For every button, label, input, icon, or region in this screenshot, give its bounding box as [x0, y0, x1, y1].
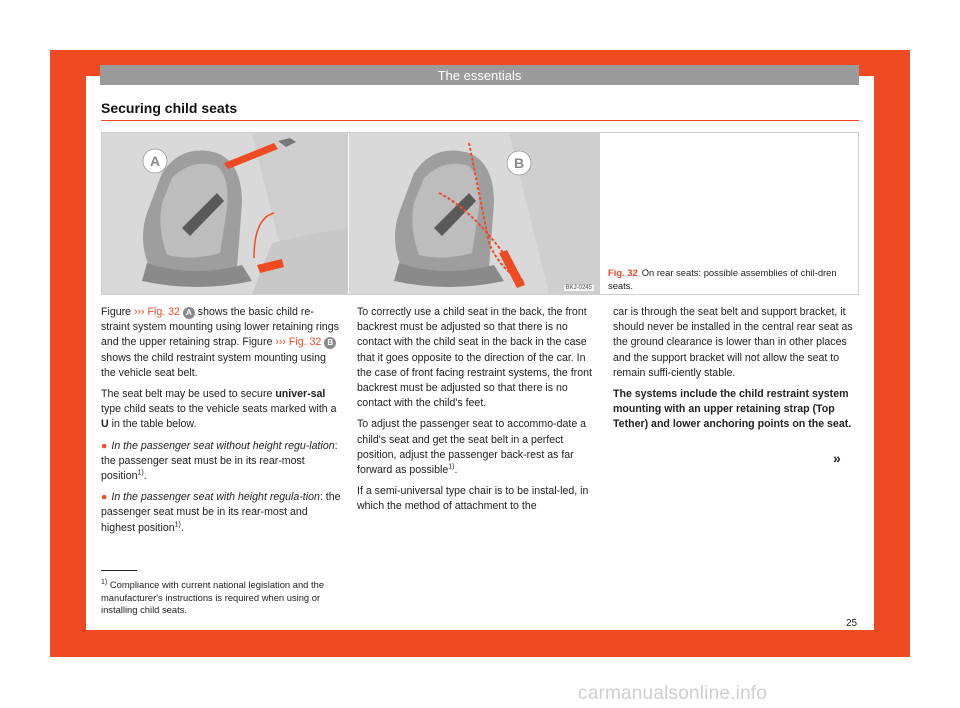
paragraph: [101, 305, 341, 381]
text: .: [180, 521, 184, 534]
paragraph: If a semi-universal type chair is to be instal-led, in which the method of attachment to the: [357, 485, 589, 513]
text: : the passenger seat must be in its rear-most position: [101, 439, 338, 483]
text: in the table below.: [108, 418, 197, 431]
child-seat-isofix-illustration: [102, 133, 348, 294]
link-arrows: ›››: [133, 306, 145, 318]
callout-badge: B: [324, 337, 336, 349]
child-seat-belt-illustration: [349, 133, 600, 294]
text: To adjust the passenger seat to accommo-date a child's seat and get the seat belt in a perfect position, adjust the passenger back-rest as far forward as possible: [357, 418, 587, 477]
paragraph: To correctly use a child seat in the back, the front backrest must be adjusted so that there is no contact with the child seat in the back in the case that it goes opposite to the direction of the car. In the case of front facing restraint systems, the front backrest must be adjusted so that there is no contact with the child's feet.: [357, 306, 592, 410]
watermark: carmanualsonline.info: [578, 683, 768, 704]
bullet-icon: ●: [101, 439, 108, 452]
page-number: 25: [846, 618, 858, 629]
link-text: Fig. 32: [285, 336, 325, 349]
footnote: [101, 579, 341, 617]
link-text: Fig. 32: [144, 306, 183, 318]
caption-text: On rear seats: possible assemblies of chil-dren seats.: [608, 267, 837, 291]
text-column-1: [101, 305, 341, 542]
section-divider: [101, 120, 859, 121]
figure-link[interactable]: [275, 336, 324, 348]
text: shows the child restraint system mounting using the vehicle seat belt.: [101, 351, 326, 379]
paragraph: [101, 387, 341, 433]
bullet-heading: In the passenger seat without height regu-lation: [111, 439, 335, 452]
figure-panel-a: [102, 133, 348, 294]
paragraph-bold: The systems include the child restraint system mounting with an upper retaining strap (Top Tether) and lower anchoring points on the seat.: [613, 388, 852, 431]
footnote-text: Compliance with current national legislation and the manufacturer's instructions is required when using or installing child seats.: [101, 579, 325, 615]
figure-panel-b: [349, 133, 600, 294]
chapter-title: The essentials: [437, 67, 522, 83]
footnote-marker: 1): [101, 578, 108, 586]
footnote-divider: [101, 570, 137, 571]
panel-a-label: A: [149, 153, 161, 169]
section-title: Securing child seats: [101, 100, 238, 116]
continue-arrow-icon: »: [833, 450, 841, 466]
callout-badge: A: [183, 307, 195, 319]
text: The seat belt may be used to secure: [101, 388, 276, 401]
text-column-3: [613, 305, 859, 439]
text-column-2: [357, 305, 600, 521]
bullet-item: [101, 439, 341, 485]
text: : the passenger seat must be in its rear-most and highest position: [101, 491, 341, 534]
figure-link[interactable]: [134, 306, 183, 318]
link-arrows: ›››: [275, 336, 286, 349]
footnote-ref: 1): [137, 469, 144, 477]
paragraph: [357, 417, 600, 478]
emphasis: univer-sal: [275, 388, 326, 401]
chapter-header-bar: [100, 65, 859, 85]
image-code: BKJ-0245: [565, 285, 592, 291]
bullet-icon: ●: [101, 491, 108, 504]
footnote-ref: 1): [174, 521, 181, 529]
text: type child seats to the vehicle seats marked with a: [101, 403, 337, 416]
text: shows the basic child re-straint system mounting using lower retaining rings and the upper retaining strap. Figure: [101, 306, 339, 349]
bullet-item: [101, 490, 341, 536]
panel-b-label: B: [513, 155, 525, 171]
figure-caption: [608, 266, 858, 292]
text: Figure: [101, 306, 134, 318]
text: .: [143, 470, 147, 483]
emphasis: U: [101, 418, 109, 431]
footnote-ref: 1): [448, 463, 455, 471]
paragraph: car is through the seat belt and support bracket, it should never be installed in the central rear seat as the ground clearance is lower than in other places and the support bracket will not allow the seat to remain suffi-ciently stable.: [613, 306, 853, 379]
caption-label: Fig. 32: [608, 267, 638, 278]
bullet-heading: In the passenger seat with height regula-tion: [111, 491, 320, 504]
text: .: [454, 464, 458, 477]
